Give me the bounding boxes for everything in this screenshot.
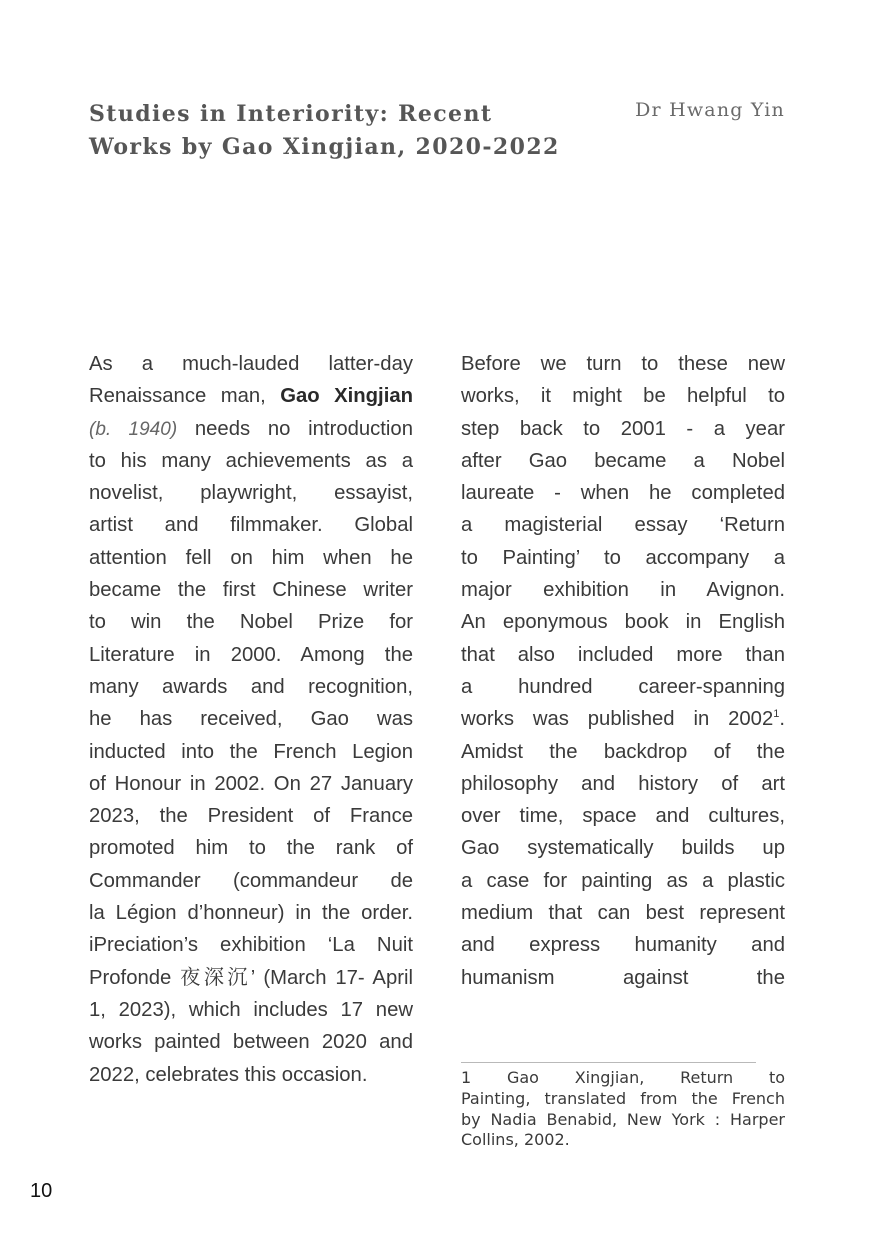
text-line: he has received, Gao was	[89, 708, 413, 731]
footnote-line: Collins, 2002.	[461, 1130, 570, 1150]
text-line: became the first Chinese writer	[89, 579, 413, 602]
text-line: Profonde 夜深沉’ (March 17- April	[89, 966, 413, 989]
article-title	[89, 98, 559, 164]
footnote-divider	[461, 1062, 756, 1063]
text-line: Amidst the backdrop of the	[461, 740, 785, 763]
text-line: many awards and recognition,	[89, 675, 413, 698]
text-line	[89, 380, 413, 412]
footnote-line: 1 Gao Xingjian, Return to	[461, 1068, 785, 1087]
text-line: As a much-lauded latter-day	[89, 353, 413, 375]
text-line	[89, 413, 413, 445]
text-line: humanism against the	[461, 966, 785, 989]
text-line: 2023, the President of France	[89, 805, 413, 828]
birth-year-italic: (b. 1940)	[89, 418, 178, 440]
text-line: step back to 2001 - a year	[461, 417, 785, 440]
text-line: Literature in 2000. Among the	[89, 643, 413, 666]
text-line: Commander (commandeur de	[89, 869, 413, 892]
footnote-reference[interactable]: 1	[773, 708, 780, 721]
body-column-left	[89, 348, 413, 1091]
text-line: and express humanity and	[461, 934, 785, 957]
text-line: Gao systematically builds up	[461, 837, 785, 860]
text-line: inducted into the French Legion	[89, 740, 413, 763]
title-line: Works by Gao Xingjian, 2020-2022	[89, 134, 560, 160]
text-line: promoted him to the rank of	[89, 837, 413, 860]
title-line: Studies in Interiority: Recent	[89, 101, 493, 127]
text-line: a hundred career-spanning	[461, 675, 785, 698]
text-line: to his many achievements as a	[89, 449, 413, 472]
text-line: 1, 2023), which includes 17 new	[89, 998, 413, 1021]
author-name: Dr Hwang Yin	[635, 99, 785, 121]
text-line: laureate - when he completed	[461, 482, 785, 505]
text-line: to Painting’ to accompany a	[461, 546, 785, 569]
text-run: needs no introduction	[177, 417, 413, 440]
text-line: philosophy and history of art	[461, 772, 785, 795]
text-line: over time, space and cultures,	[461, 805, 785, 828]
text-line	[461, 703, 785, 735]
text-line: attention fell on him when he	[89, 546, 413, 569]
text-line: iPreciation’s exhibition ‘La Nuit	[89, 934, 413, 957]
text-line: la Légion d’honneur) in the order.	[89, 902, 413, 925]
text-line: artist and filmmaker. Global	[89, 514, 413, 537]
page-number: 10	[30, 1180, 53, 1202]
text-line: after Gao became a Nobel	[461, 449, 785, 472]
text-line: An eponymous book in English	[461, 611, 785, 634]
artist-name-bold: Gao Xingjian	[280, 385, 413, 408]
footnote-line: Painting, translated from the French	[461, 1088, 785, 1108]
text-run: Renaissance man,	[89, 385, 281, 408]
footnote	[461, 1068, 785, 1151]
text-line: novelist, playwright, essayist,	[89, 482, 413, 505]
footnote-line: by Nadia Benabid, New York : Harper	[461, 1109, 785, 1129]
text-run: .	[779, 708, 785, 731]
text-line: to win the Nobel Prize for	[89, 611, 413, 634]
text-line: works painted between 2020 and	[89, 1031, 413, 1054]
text-line: a magisterial essay ‘Return	[461, 514, 785, 537]
text-line: a case for painting as a plastic	[461, 869, 785, 892]
text-line: of Honour in 2002. On 27 January	[89, 772, 413, 795]
body-column-right	[461, 348, 785, 994]
text-line: Before we turn to these new	[461, 353, 785, 375]
text-line: that also included more than	[461, 643, 785, 666]
text-line: 2022, celebrates this occasion.	[89, 1063, 368, 1086]
text-run: works was published in 2002	[461, 708, 774, 731]
text-line: medium that can best represent	[461, 902, 785, 925]
text-line: major exhibition in Avignon.	[461, 579, 785, 602]
text-line: works, it might be helpful to	[461, 385, 785, 408]
